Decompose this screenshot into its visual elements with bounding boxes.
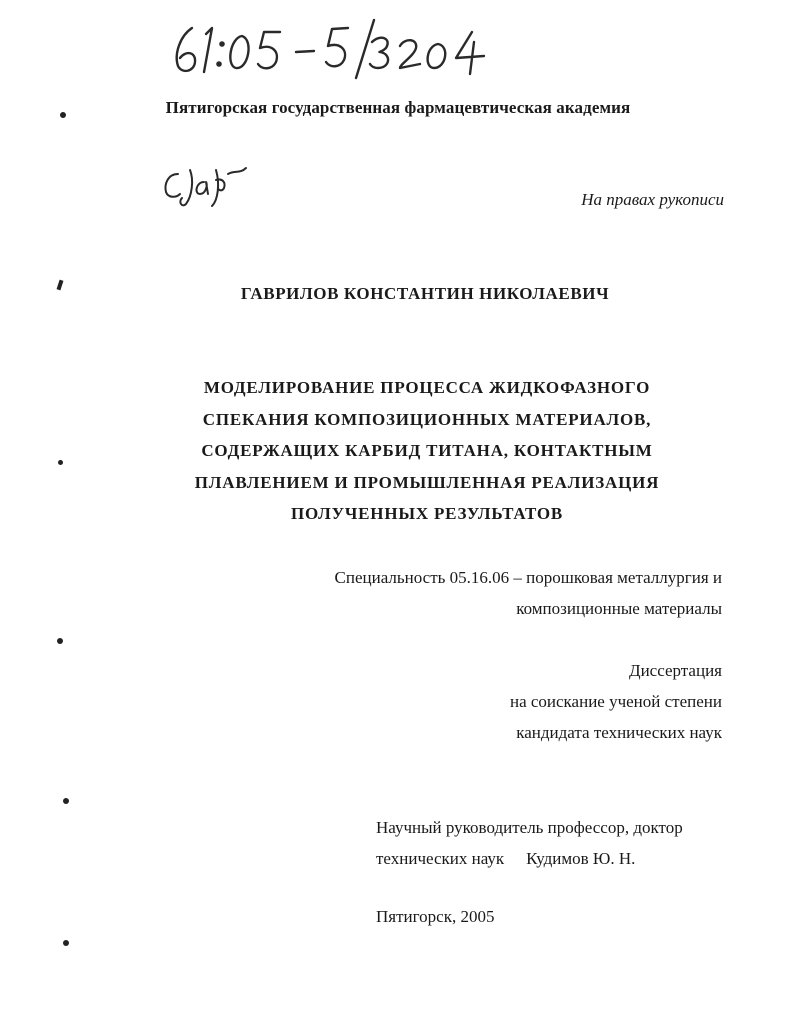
handwritten-archive-code [168, 14, 498, 80]
title-line: МОДЕЛИРОВАНИЕ ПРОЦЕССА ЖИДКОФАЗНОГО [203, 378, 651, 397]
title-line: ПЛАВЛЕНИЕМ И ПРОМЫШЛЕННАЯ РЕАЛИЗАЦИЯ [194, 472, 660, 492]
dissertation-title [150, 372, 704, 530]
degree-line: на соискание ученой степени [509, 692, 722, 711]
specialty-block [335, 562, 722, 624]
supervisor-degree: технических наук [376, 849, 505, 868]
degree-line: кандидата технических наук [516, 723, 722, 742]
title-line: СОДЕРЖАЩИХ КАРБИД ТИТАНА, КОНТАКТНЫМ [201, 441, 653, 460]
margin-dot [58, 460, 63, 465]
margin-dot [63, 798, 69, 804]
supervisor-line [376, 843, 683, 874]
institution-name: Пятигорская государственная фармацевтическая академия [165, 98, 631, 117]
degree-block [510, 655, 722, 748]
margin-dot [63, 940, 69, 946]
city-year: Пятигорск, 2005 [376, 907, 495, 926]
title-line: СПЕКАНИЯ КОМПОЗИЦИОННЫХ МАТЕРИАЛОВ, [202, 409, 652, 429]
margin-dot [57, 638, 63, 644]
handwritten-signature [160, 160, 252, 210]
supervisor-name: Кудимов Ю. Н. [526, 849, 636, 868]
degree-line: Диссертация [628, 661, 722, 680]
author-name: ГАВРИЛОВ КОНСТАНТИН НИКОЛАЕВИЧ [240, 284, 610, 303]
supervisor-line: Научный руководитель профессор, доктор [376, 818, 683, 837]
specialty-line: композиционные материалы [516, 599, 722, 618]
title-line: ПОЛУЧЕННЫХ РЕЗУЛЬТАТОВ [290, 504, 564, 523]
rights-note: На правах рукописи [581, 190, 724, 209]
specialty-line: Специальность 05.16.06 – порошковая металлургия и [334, 568, 722, 587]
supervisor-block [376, 812, 683, 874]
